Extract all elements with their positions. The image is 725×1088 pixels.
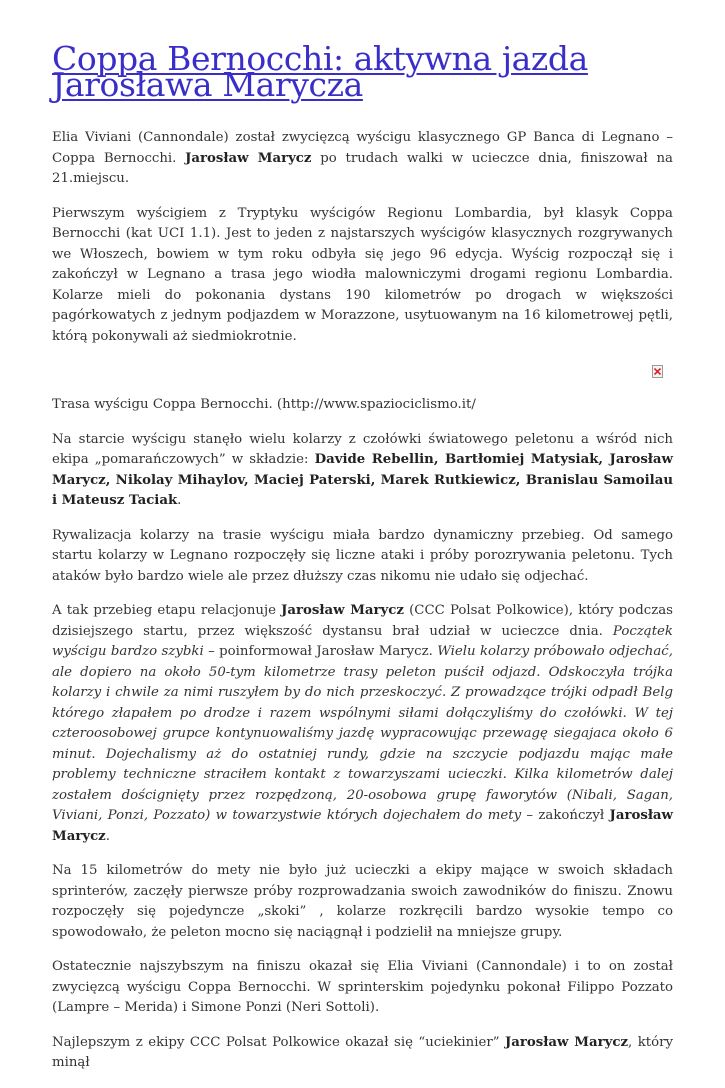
article-title-link[interactable]: Coppa Bernocchi: aktywna jazda Jarosława Marycza xyxy=(52,39,588,104)
paragraph-final-km: Na 15 kilometrów do mety nie było już ucieczki a ekipy mające w swoich składach sprinterów, zaczęły pierwsze próby rozprowadzania swoich zawodników do finiszu. Znowu rozpoczęły się pojedyncze „skoki” , kolarze rozkręcili bardzo wysokie tempo co spowodowało, że peleton mocno się naciągnął i podzielił na mniejsze grupy. xyxy=(52,863,673,940)
article xyxy=(52,39,673,1088)
rider-name-marycz: Jarosław Marycz xyxy=(185,150,312,166)
paragraph-best-team-rider xyxy=(52,1033,673,1074)
report-context: (CCC Polsat Polkowice), który podczas dzisiejszego startu, przez większość dystansu brał udział w ucieczce dnia. xyxy=(52,603,673,639)
paragraph-team-lineup xyxy=(52,430,673,512)
rider-name-marycz: Jarosław Marycz xyxy=(281,603,404,618)
paragraph-race-description: Pierwszym wyścigiem z Tryptyku wyścigów Regionu Lombardia, był klasyk Coppa Bernocchi (kat UCI 1.1). Jest to jeden z najstarszych wyścigów klasycznych rozgrywanych we Włoszech, bowiem w tym roku odbyła się jego 96 edycja. Wyścig rozpoczął się i zakończył w Legnano a trasa jego wiodła malowniczymi drogami regionu Lombardia. Kolarze mieli do pokonania dystans 190 kilometrów po drogach w większości pagórkowatych z jednym podjazdem w Morazzone, usytuowanym na 16 kilometrowej pętli, którą pokonywali aż siedmiokrotnie. xyxy=(52,205,673,344)
team-rider-names: Davide Rebellin, Bartłomiej Matysiak, Jarosław Marycz, Nikolay Mihaylov, Maciej Paterski, Marek Rutkiewicz, Branislau Samoilau i Mateusz Taciak xyxy=(52,452,673,508)
rider-quote: Wielu kolarzy próbowało odjechać, ale dopiero na około 50-tym kilometrze trasy peleton puścił odjazd. Odskoczyła trójka kolarzy i chwile za nimi ruszyłem by do nich przeskoczyć. Z prowadzące trójki odpadł Belg którego złapałem po drodze i razem wspólnymi siłami dołączyliśmy do czołówki. W tej czteroosobowej grupce kontynuowaliśmy jazdę wypracowując przewagę siegajaca około 6 minut. Dojechalismy aż do ostatniej rundy, gdzie na szczycie podjazdu mając małe problemy techniczne straciłem kontakt z towarzyszami ucieczki. Kilka kilometrów dalej zostałem doścignięty przez rozpędzoną, 20-osobowa grupę faworytów (Nibali, Sagan, Viviani, Ponzi, Pozzato) w towarzystwie których dojechałem do mety xyxy=(52,644,673,823)
lineup-text: Na starcie wyścigu stanęło wielu kolarzy z czołówki światowego peletonu a wśród nich ekipa „pomarańczowych” w składzie: xyxy=(52,431,673,467)
paragraph-rider-report xyxy=(52,601,673,847)
best-rider-text-end: , który minął xyxy=(52,1034,673,1070)
report-period: . xyxy=(105,828,110,844)
lineup-period: . xyxy=(177,493,182,508)
quote-start: Początek wyścigu bardzo szybki xyxy=(52,623,673,659)
rider-name-marycz: Jarosław Marycz xyxy=(52,808,673,844)
paragraph-intro xyxy=(52,128,673,190)
report-attribution: – poinformował Jarosław Marycz. xyxy=(203,644,438,659)
broken-image-icon xyxy=(652,365,663,378)
paragraph-finish-result: Ostatecznie najszybszym na finiszu okazał się Elia Viviani (Cannondale) i to on został zwycięzcą wyścigu Coppa Bernocchi. W sprinterskim pojedynku pokonał Filippo Pozzato (Lampre – Merida) i Simone Ponzi (Neri Sottoli). xyxy=(52,959,673,1015)
intro-text: Elia Viviani (Cannondale) został zwycięzcą wyścigu klasycznego GP Banca di Legnano – Coppa Bernocchi. xyxy=(52,130,673,166)
report-intro: A tak przebieg etapu relacjonuje xyxy=(52,603,282,618)
paragraph-race-dynamics: Rywalizacja kolarzy na trasie wyścigu miała bardzo dynamiczny przebieg. Od samego startu kolarzy w Legnano rozpoczęły się liczne ataki i próby porozrywania peletonu. Tych ataków było bardzo wiele ale przez dłuższy czas nikomu nie udało się odjechać. xyxy=(52,527,673,584)
image-caption: Trasa wyścigu Coppa Bernocchi. (http://www.spaziociclismo.it/ xyxy=(52,397,476,412)
route-image-container xyxy=(52,361,673,391)
rider-name-marycz: Jarosław Marycz xyxy=(504,1034,629,1050)
intro-text-end: po trudach walki w ucieczce dnia, finiszował na 21.miejscu. xyxy=(52,150,673,186)
report-closing: – zakończył xyxy=(521,808,610,823)
best-rider-text: Najlepszym z ekipy CCC Polsat Polkowice okazał się “uciekinier” xyxy=(52,1034,505,1050)
